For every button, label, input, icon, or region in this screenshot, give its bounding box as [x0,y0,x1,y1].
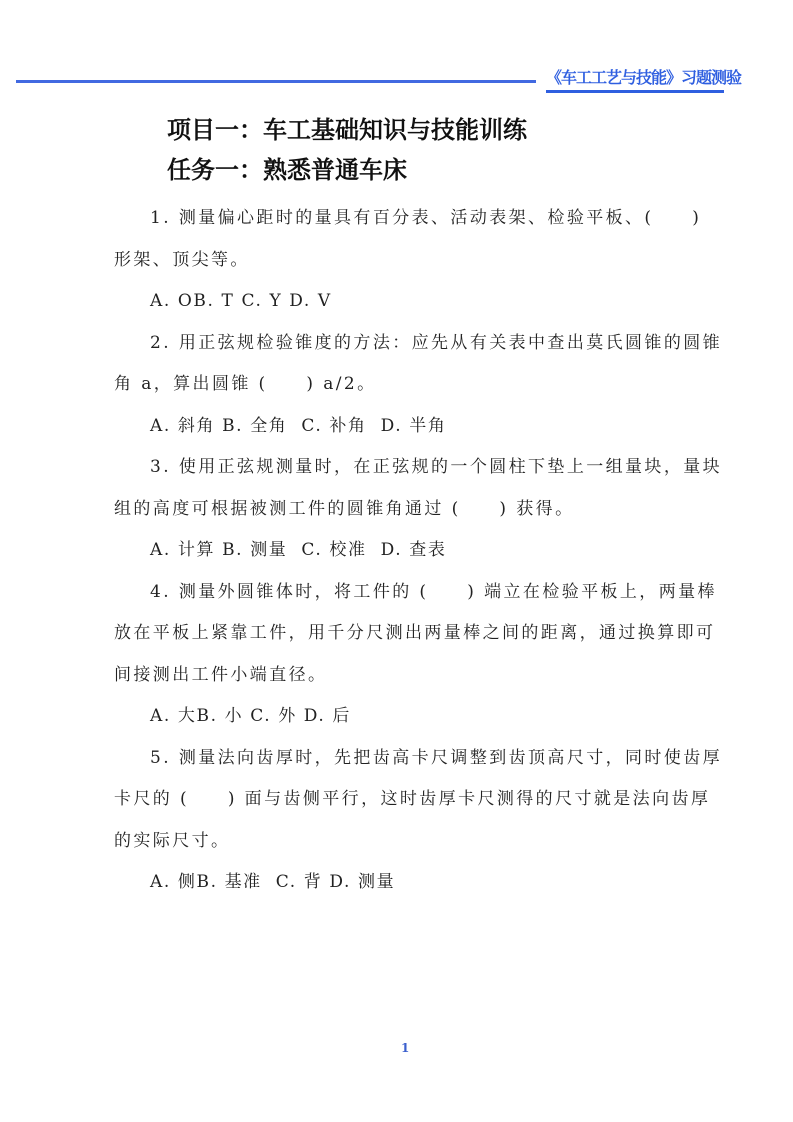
question-5 [114,738,723,904]
question-list [114,198,723,904]
question-text-line: 形架、顶尖等。 [114,249,250,270]
question-2 [114,323,723,448]
question-text-line: 2. 用正弦规检验锥度的方法：应先从有关表中查出莫氏圆锥的圆锥 [150,332,723,353]
answer-options: A. 侧B. 基准 C. 背 D. 测量 [150,872,396,892]
question-text-line: 1. 测量偏心距时的量具有百分表、活动表架、检验平板、( ) [150,208,702,228]
task-heading: 任务一：熟悉普通车床 [167,156,407,184]
document-header-title: 《车工工艺与技能》习题测验 [546,66,724,93]
answer-options: A. 大B. 小 C. 外 D. 后 [150,706,352,726]
answer-options: A. 斜角 B. 全角 C. 补角 D. 半角 [150,415,447,436]
question-text-line: 的实际尺寸。 [114,830,231,851]
question-1 [114,198,700,323]
question-text-line: 5. 测量法向齿厚时，先把齿高卡尺调整到齿顶高尺寸，同时使齿厚 [150,747,723,768]
question-text-line: 3. 使用正弦规测量时，在正弦规的一个圆柱下垫上一组量块，量块 [150,457,723,477]
question-text-line: 角 a，算出圆锥 ( ) a/2。 [114,374,377,394]
question-3 [114,447,723,572]
header-rule [16,80,536,83]
question-text-line: 组的高度可根据被测工件的圆锥角通过 ( ) 获得。 [114,498,575,519]
question-text-line: 4. 测量外圆锥体时，将工件的 ( ) 端立在检验平板上，两量棒 [150,581,717,602]
question-text-line: 间接测出工件小端直径。 [114,664,328,685]
question-text-line: 放在平板上紧靠工件，用千分尺测出两量棒之间的距离，通过换算即可 [114,623,716,643]
page-number: 1 [401,1041,410,1055]
answer-options: A. 计算 B. 测量 C. 校准 D. 查表 [150,540,447,560]
question-4 [114,572,717,738]
project-heading: 项目一：车工基础知识与技能训练 [167,116,527,144]
answer-options: A. OB. T C. Y D. V [150,291,332,311]
question-text-line: 卡尺的 ( ) 面与齿侧平行，这时齿厚卡尺测得的尺寸就是法向齿厚 [114,789,711,809]
